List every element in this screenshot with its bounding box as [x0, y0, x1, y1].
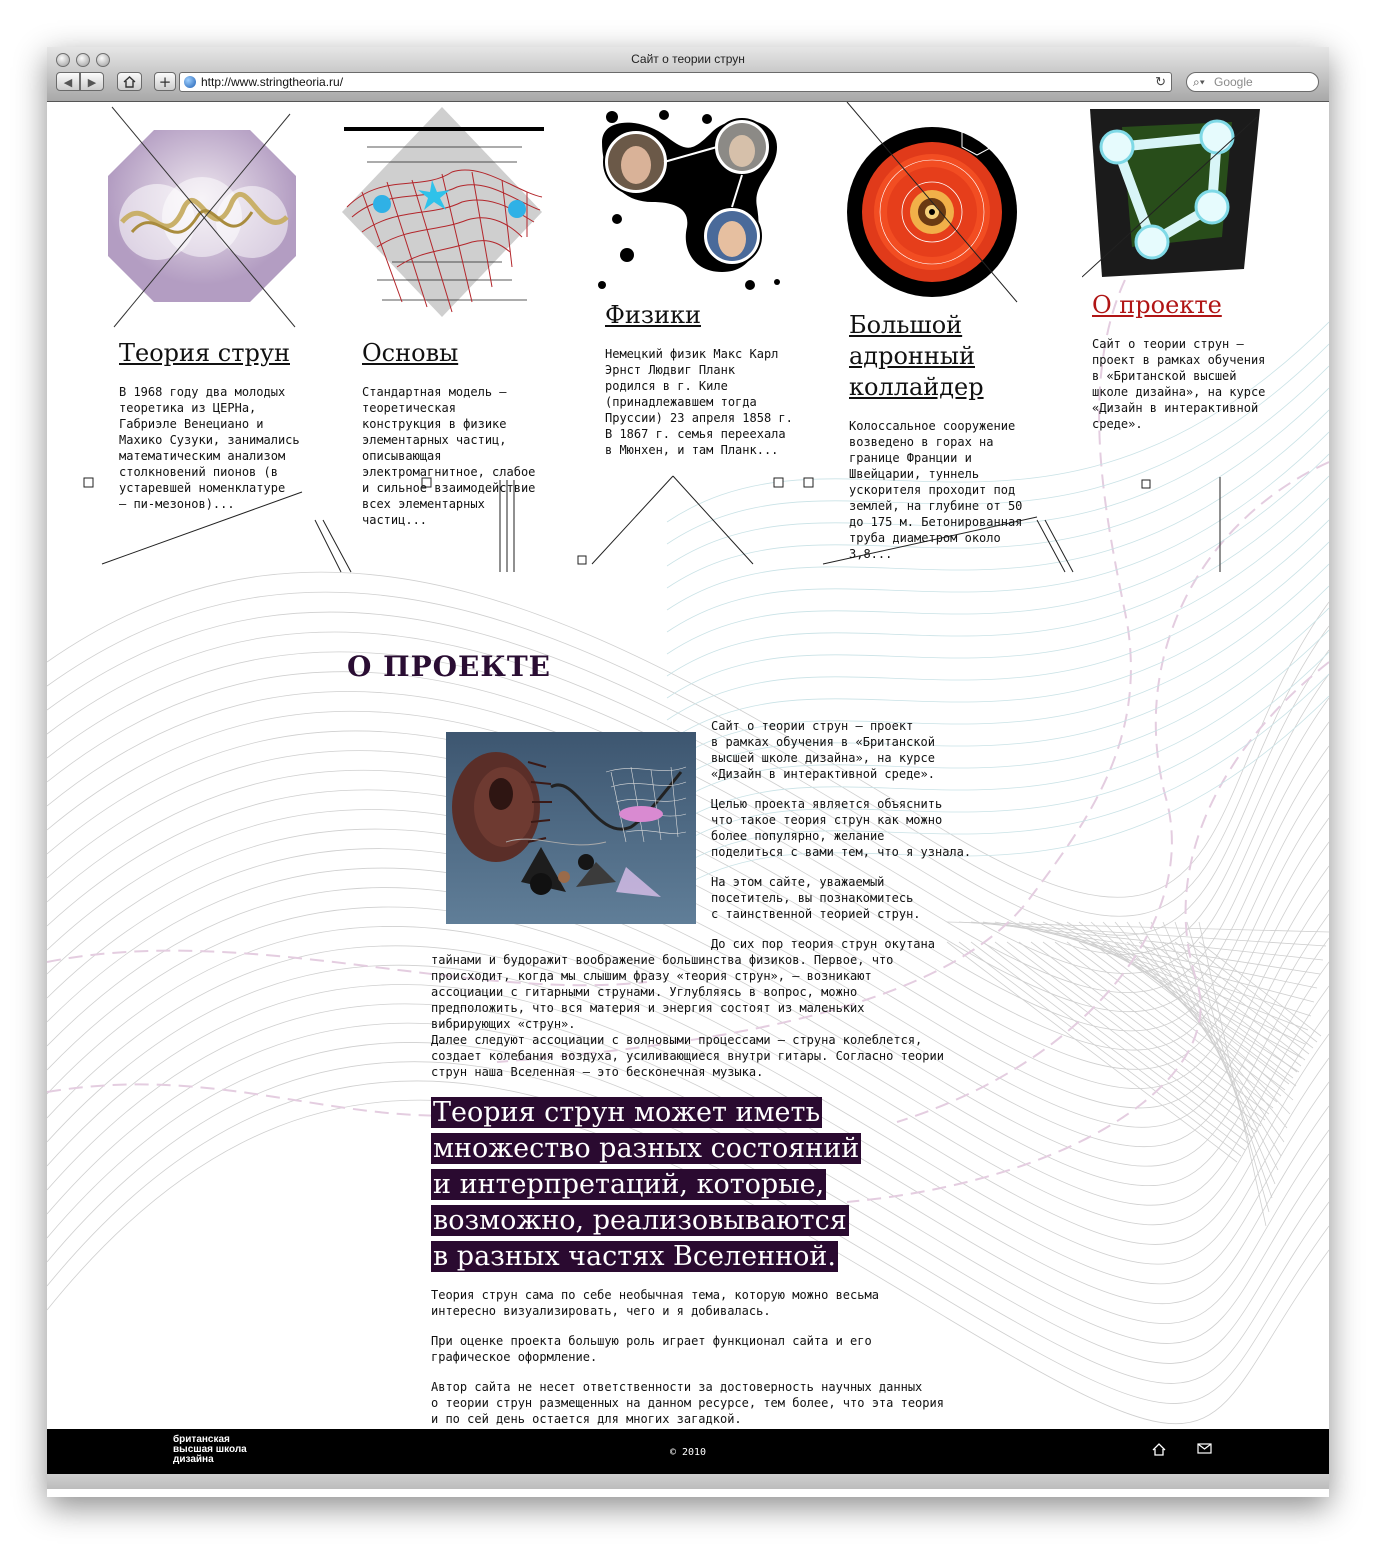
nav-link-string-theory[interactable]: Теория струн — [119, 339, 290, 367]
window-bottom-bar — [47, 1474, 1329, 1489]
add-icon: + — [158, 73, 172, 91]
string-theory-image[interactable] — [102, 102, 302, 332]
about-summary: Сайт о теории струн — проект в рамках обучения в «Британской высшей школе дизайна», на курсе «Дизайн в интерактивной среде». — [1092, 337, 1266, 431]
back-button[interactable] — [56, 72, 80, 91]
article-paragraph-6: При оценке проекта большую роль играет функционал сайта и его графическое оформление. — [431, 1334, 872, 1364]
search-placeholder: Google — [1214, 75, 1253, 89]
physicists-summary: Немецкий физик Макс Карл Эрнст Людвиг Планк родился в г. Киле (принадлежавшем тогда Пруссии) 23 апреля 1858 г. В 1867 г. семья переехала в Мюнхен, и там Планк... — [605, 347, 793, 457]
search-field[interactable] — [1186, 72, 1319, 92]
home-icon — [123, 76, 136, 88]
basics-summary: Стандартная модель — теоретическая конструкция в физике элементарных частиц, описывающая электромагнитное, слабое и сильное взаимодействие всех элементарных частиц... — [362, 385, 536, 527]
article-image — [446, 732, 696, 924]
nav-link-collider[interactable]: Большой адронный коллайдер — [849, 311, 984, 401]
page-content — [47, 102, 1329, 1497]
nav-link-physicists[interactable]: Физики — [605, 301, 701, 329]
quote-line: Теория струн может иметь — [433, 1097, 821, 1128]
article-paragraph-7: Автор сайта не несет ответственности за достоверность научных данных о теории струн размещенных на данном ресурсе, тем более, что эта теория и по сей день остается для многих загадкой. — [431, 1380, 944, 1426]
footer — [47, 1429, 1329, 1474]
article-paragraph-4-lead: До сих пор теория струн окутана — [711, 937, 935, 951]
address-bar[interactable] — [179, 72, 1172, 92]
article-paragraph-5: Теория струн сама по себе необычная тема, которую можно весьма интересно визуализировать, чего и я добивалась. — [431, 1288, 879, 1318]
string-theory-summary: В 1968 году два молодых теоретика из ЦЕРНа, Габриэле Венециано и Махико Сузуки, занимались математическим анализом столкновений пионов (в устаревшей номенклатуре — пи-мезонов)... — [119, 385, 300, 511]
mail-icon[interactable] — [1197, 1443, 1212, 1454]
home-icon[interactable] — [1152, 1443, 1166, 1456]
window-title: Сайт о теории струн — [631, 52, 745, 66]
school-logo[interactable]: британская высшая школа дизайна — [173, 1434, 247, 1465]
nav-link-basics[interactable]: Основы — [362, 339, 459, 367]
add-bookmark-button[interactable] — [154, 72, 176, 91]
section-heading: О ПРОЕКТЕ — [347, 650, 552, 683]
about-project-image[interactable] — [1082, 107, 1262, 282]
url-text: http://www.stringtheoria.ru/ — [201, 75, 344, 89]
physicists-image[interactable] — [592, 107, 787, 292]
article-paragraph-4: тайнами и будоражит воображение большинства физиков. Первое, что происходит, когда мы слышим фразу «теория струн», — возникают ассоциации с гитарными струнами. Углубляясь в вопрос, можно предположить, что вся материя и энергия состоят из маленьких вибрирующих «струн». Далее следуют ассоциации с волновыми процессами — струна колеблется, создает колебания воздуха, усиливающиеся внутри гитары. Согласно теории струн наша Вселенная — это бесконечная музыка. — [431, 953, 944, 1079]
title-bar — [47, 47, 1329, 102]
browser-window — [47, 47, 1329, 1497]
basics-image[interactable] — [342, 102, 547, 317]
quote-line: в разных частях Вселенной. — [433, 1241, 836, 1272]
collider-summary: Колоссальное сооружение возведено в горах на границе Франции и Швейцарии, туннель ускорителя проходит под землей, на глубине от 50 до 175 м. Бетонированная труба диаметром около 3,8... — [849, 419, 1023, 561]
nav-link-about-active[interactable]: О проекте — [1092, 291, 1222, 319]
collider-image[interactable] — [842, 102, 1022, 307]
quote-line: возможно, реализовываются — [433, 1205, 847, 1236]
home-button[interactable] — [117, 72, 142, 91]
forward-icon: ▶ — [87, 76, 97, 89]
article-paragraph-3: На этом сайте, уважаемый посетитель, вы познакомитесь с таинственной теорией струн. — [711, 875, 921, 921]
quote-line: и интерпретаций, которые, — [433, 1169, 825, 1200]
search-icon: ⌕▾ — [1193, 75, 1205, 89]
forward-button[interactable] — [80, 72, 104, 91]
globe-icon — [184, 76, 196, 88]
copyright: © 2010 — [669, 1447, 707, 1458]
quote-line: множество разных состояний — [433, 1133, 860, 1164]
highlight-quote — [431, 1095, 861, 1275]
article-paragraph-1: Сайт о теории струн — проект в рамках обучения в «Британской высшей школе дизайна», на курсе «Дизайн в интерактивной среде». — [711, 719, 935, 781]
back-icon: ◀ — [63, 76, 73, 89]
article-paragraph-2: Целью проекта является объяснить что такое теория струн как можно более популярно, желание поделиться с вами тем, что я узнала. — [711, 797, 972, 859]
reload-icon[interactable]: ↻ — [1155, 74, 1166, 89]
